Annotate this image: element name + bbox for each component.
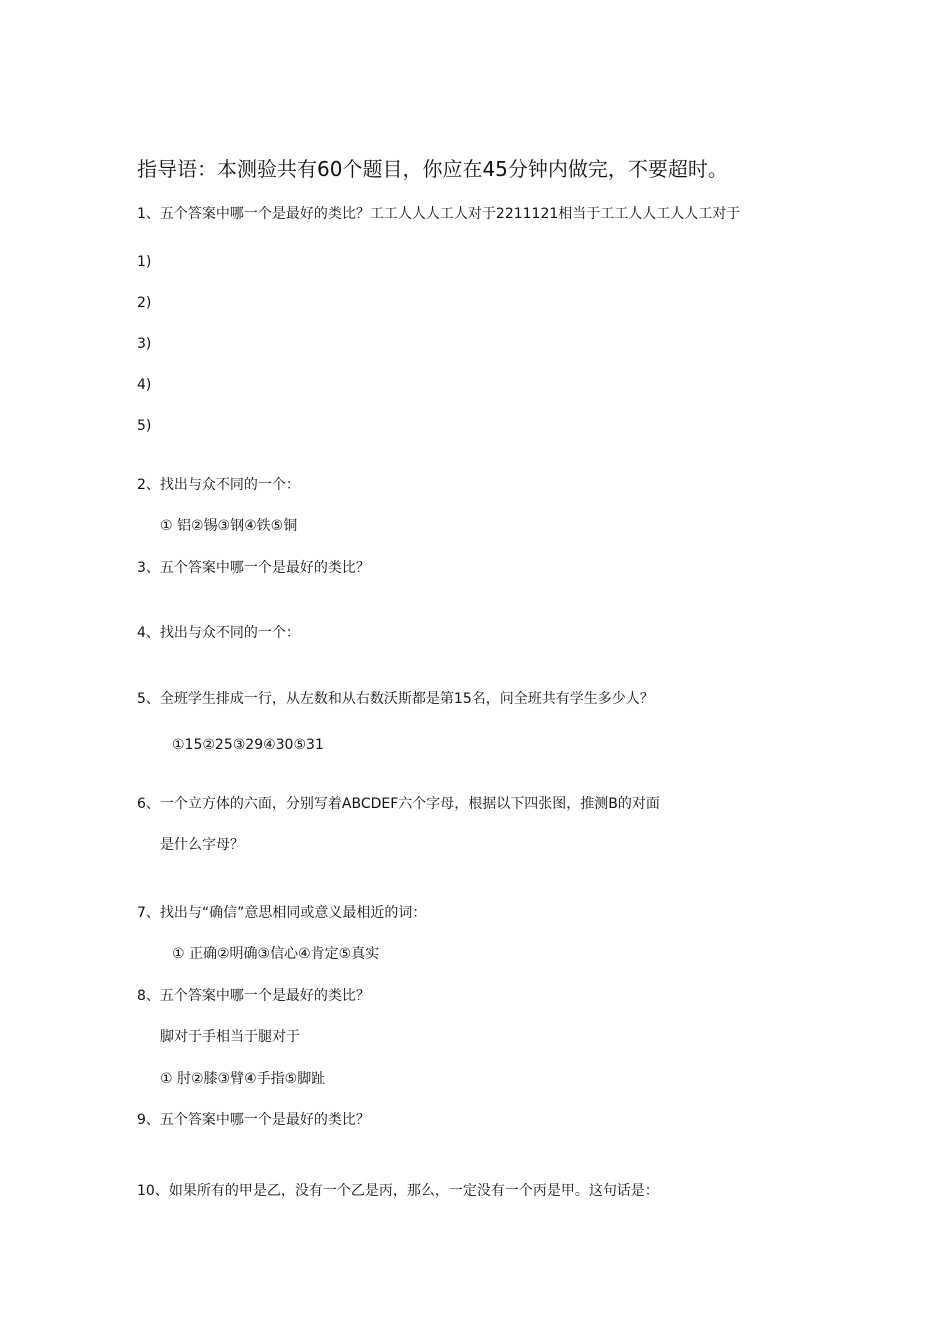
question-1-option-5: 5) <box>137 418 152 434</box>
question-6-text: 6、一个立方体的六面，分别写着ABCDEF六个字母，根据以下四张图，推测B的对面 <box>137 796 660 812</box>
instruction-heading: 指导语：本测验共有60个题目，你应在45分钟内做完，不要超时。 <box>137 157 728 181</box>
question-2-text: 2、找出与众不同的一个： <box>137 477 300 493</box>
question-8-stem: 脚对于手相当于腿对于 <box>160 1029 300 1045</box>
question-1-option-4: 4) <box>137 377 152 393</box>
question-5-options: ①15②25③29④30⑤31 <box>172 737 324 753</box>
question-2-options: ① 铝②锡③钢④铁⑤铜 <box>160 518 298 534</box>
question-4-text: 4、找出与众不同的一个： <box>137 625 300 641</box>
question-8-options: ① 肘②膝③臂④手指⑤脚趾 <box>160 1071 326 1087</box>
question-10-text: 10、如果所有的甲是乙，没有一个乙是丙，那么，一定没有一个丙是甲。这句话是： <box>137 1183 659 1199</box>
question-7-text: 7、找出与“确信”意思相同或意义最相近的词： <box>137 905 427 921</box>
question-1-option-1: 1) <box>137 254 152 270</box>
question-3-text: 3、五个答案中哪一个是最好的类比？ <box>137 560 370 576</box>
question-1-text: 1、五个答案中哪一个是最好的类比？工工人人人工人对于2211121相当于工工人人工人人工对于 <box>137 206 741 222</box>
question-9-text: 9、五个答案中哪一个是最好的类比？ <box>137 1112 370 1128</box>
question-7-options: ① 正确②明确③信心④肯定⑤真实 <box>172 946 380 962</box>
question-1-option-2: 2) <box>137 295 152 311</box>
question-6-text-continued: 是什么字母？ <box>160 837 244 853</box>
question-5-text: 5、全班学生排成一行，从左数和从右数沃斯都是第15名，问全班共有学生多少人？ <box>137 691 654 707</box>
question-1-option-3: 3) <box>137 336 152 352</box>
question-8-text: 8、五个答案中哪一个是最好的类比？ <box>137 988 370 1004</box>
